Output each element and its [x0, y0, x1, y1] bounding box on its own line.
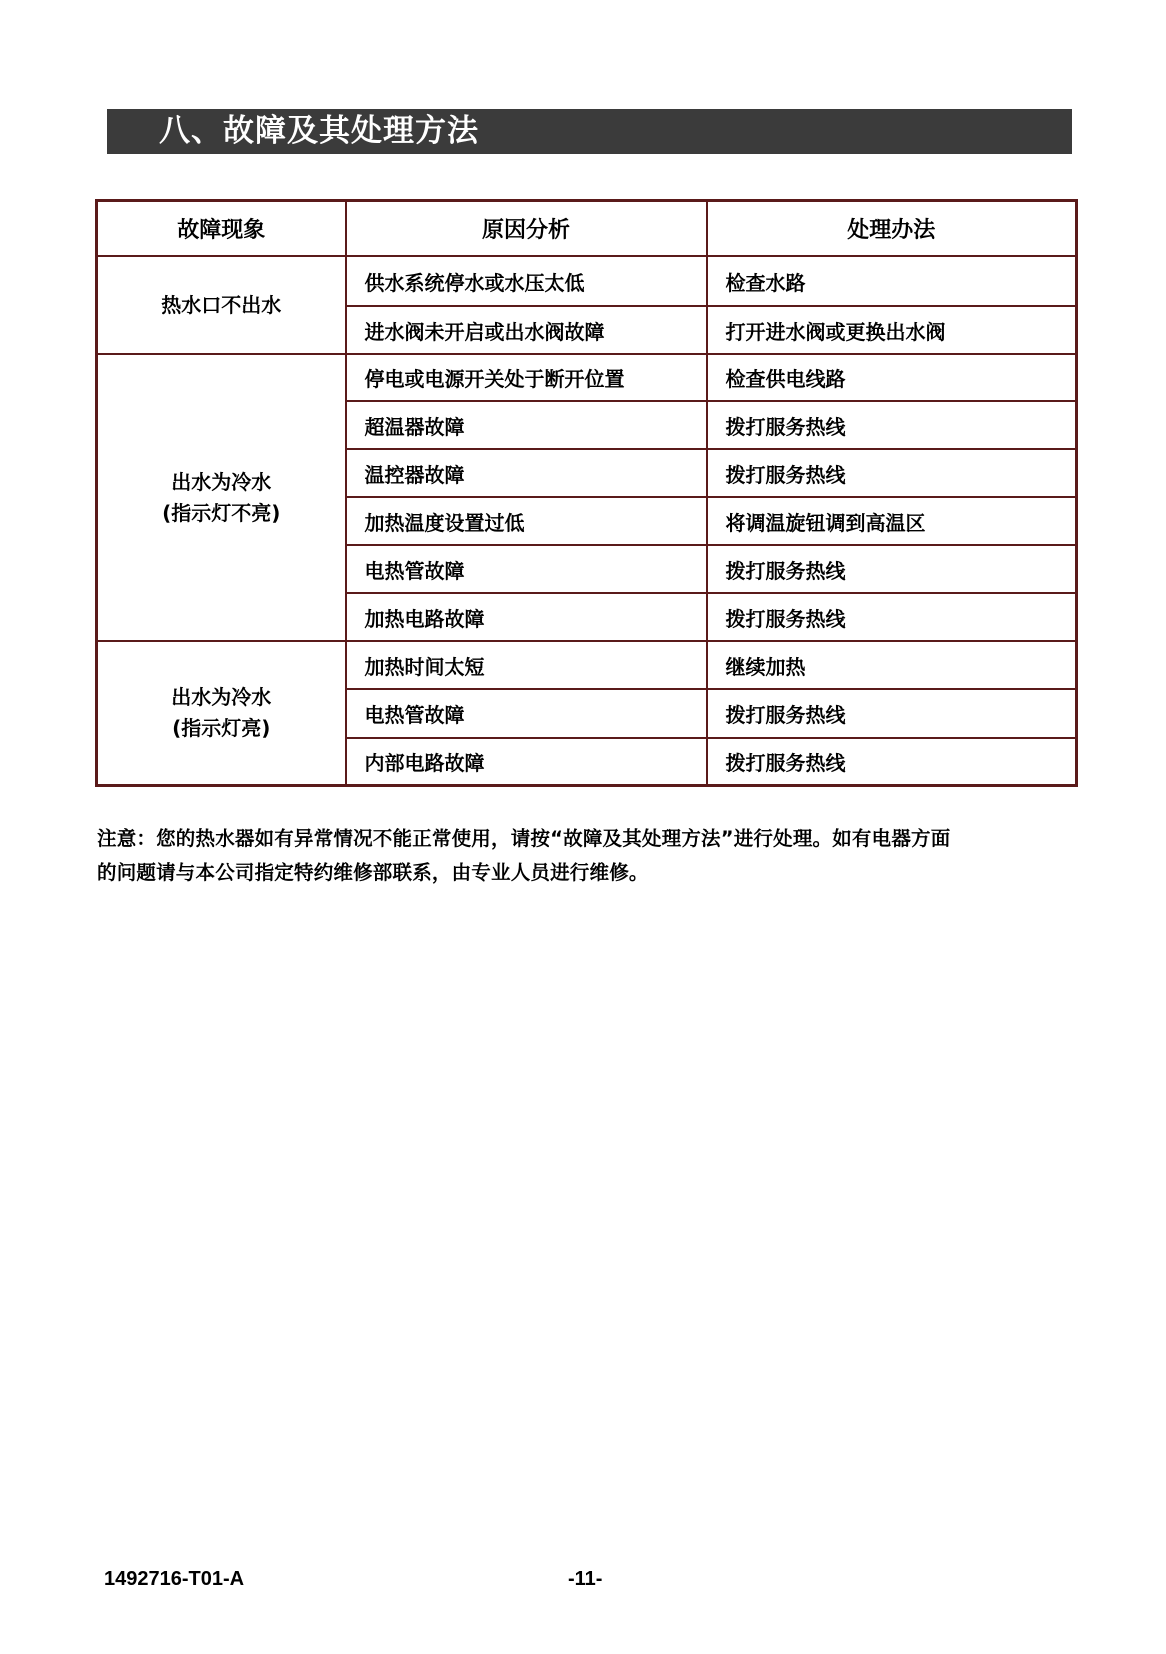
- cause-cell: 内部电路故障: [346, 738, 707, 786]
- symptom-cell: [97, 256, 346, 354]
- column-header-solution: 处理办法: [707, 201, 1077, 257]
- document-code: 1492716-T01-A: [104, 1568, 245, 1590]
- symptom-note: (指示灯不亮): [162, 500, 281, 525]
- solution-cell: 检查水路: [707, 256, 1077, 306]
- symptom-cell: [97, 641, 346, 786]
- cause-cell: 加热电路故障: [346, 593, 707, 641]
- column-header-symptom: 故障现象: [97, 201, 346, 257]
- table-row: [97, 256, 1077, 306]
- table-header-row: [97, 201, 1077, 257]
- section-title: 八、故障及其处理方法: [159, 113, 479, 149]
- solution-cell: 打开进水阀或更换出水阀: [707, 306, 1077, 354]
- solution-cell: 拨打服务热线: [707, 449, 1077, 497]
- cause-cell: 温控器故障: [346, 449, 707, 497]
- notice-paragraph: [97, 822, 1082, 890]
- solution-cell: 拨打服务热线: [707, 593, 1077, 641]
- notice-line: 的问题请与本公司指定特约维修部联系，由专业人员进行维修。: [97, 861, 649, 884]
- symptom-note: (指示灯亮): [172, 716, 271, 740]
- troubleshooting-table: [95, 199, 1078, 787]
- solution-cell: 拨打服务热线: [707, 545, 1077, 593]
- column-header-cause: 原因分析: [346, 201, 707, 257]
- solution-cell: 拨打服务热线: [707, 401, 1077, 449]
- table-row: [97, 354, 1077, 401]
- cause-cell: 加热时间太短: [346, 641, 707, 689]
- cause-cell: 进水阀未开启或出水阀故障: [346, 306, 707, 354]
- solution-cell: 继续加热: [707, 641, 1077, 689]
- cause-cell: 加热温度设置过低: [346, 497, 707, 545]
- cause-cell: 停电或电源开关处于断开位置: [346, 354, 707, 401]
- notice-line: 注意：您的热水器如有异常情况不能正常使用，请按“故障及其处理方法”进行处理。如有电器方面: [97, 827, 951, 850]
- symptom-cell: [97, 354, 346, 641]
- table-row: [97, 641, 1077, 689]
- cause-cell: 供水系统停水或水压太低: [346, 256, 707, 306]
- solution-cell: 检查供电线路: [707, 354, 1077, 401]
- cause-cell: 电热管故障: [346, 689, 707, 738]
- section-header-bar: [107, 109, 1072, 154]
- symptom-text: 热水口不出水: [161, 292, 282, 317]
- cause-cell: 超温器故障: [346, 401, 707, 449]
- solution-cell: 拨打服务热线: [707, 738, 1077, 786]
- symptom-text: 出水为冷水: [171, 685, 272, 709]
- symptom-text: 出水为冷水: [171, 469, 272, 494]
- solution-cell: 拨打服务热线: [707, 689, 1077, 738]
- page-number: -11-: [568, 1568, 603, 1590]
- cause-cell: 电热管故障: [346, 545, 707, 593]
- solution-cell: 将调温旋钮调到高温区: [707, 497, 1077, 545]
